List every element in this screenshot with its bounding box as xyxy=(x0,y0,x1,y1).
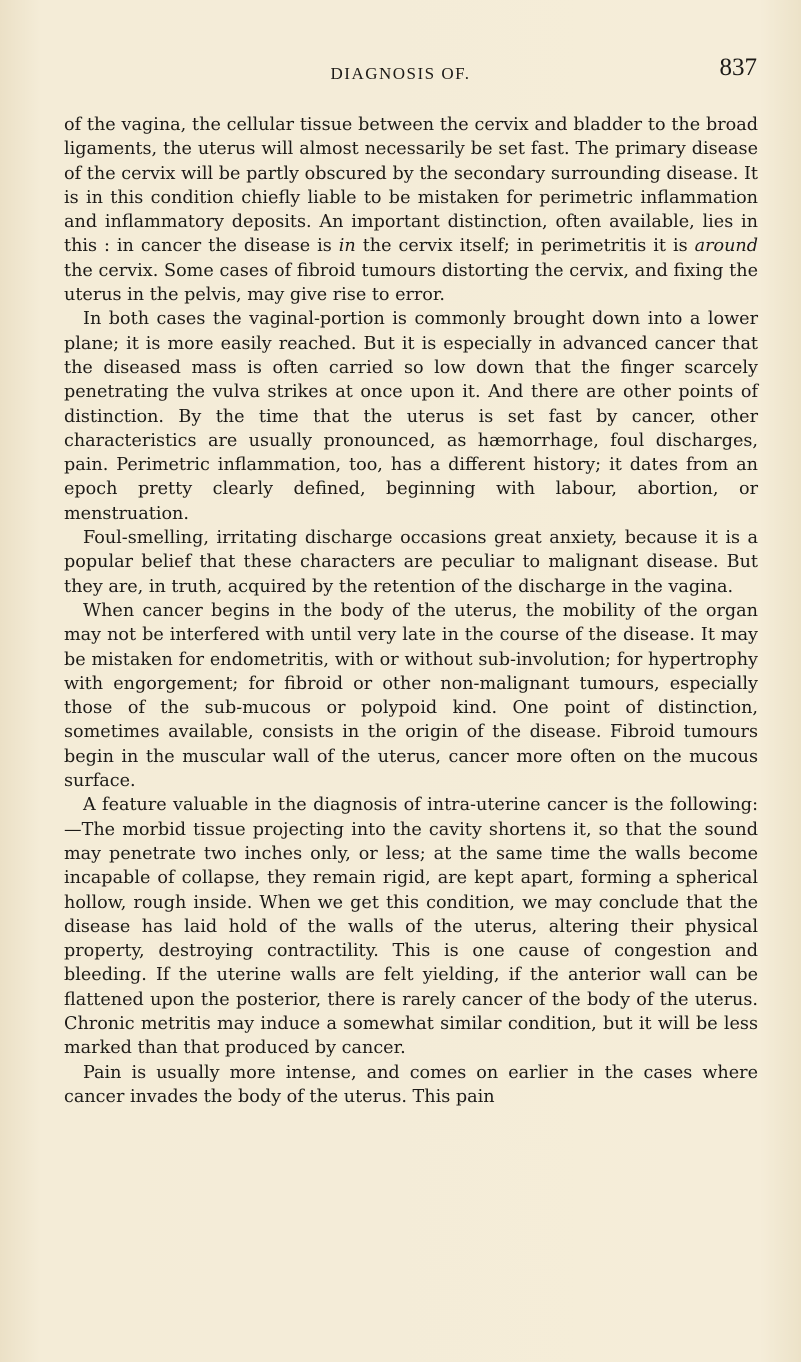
running-title: DIAGNOSIS OF. xyxy=(330,64,471,83)
paragraph-6: Pain is usually more intense, and comes on earlier in the cases where cancer invades the body of the uterus. This pain xyxy=(64,1062,758,1107)
paragraph-1 xyxy=(64,113,758,307)
paragraph-1-segment-3: the cervix itself; in perimetritis it is xyxy=(355,236,695,257)
paragraph-1-segment-5: the cervix. Some cases of fibroid tumours distorting the cervix, and fixing the uterus in the pelvis, may give rise to error. xyxy=(64,260,758,306)
body-text xyxy=(64,113,758,1109)
paragraph-2: In both cases the vaginal-portion is commonly brought down into a lower plane; it is more easily reached. But it is especially in advanced cancer that the diseased mass is often carried so low down that the finger scarcely penetrating the vulva strikes at once upon it. And there are other points of distinction. By the time that the uterus is set fast by cancer, other characteristics are usually pronounced, as hæmorrhage, foul discharges, pain. Perimetric inflammation, too, has a different history; it dates from an epoch pretty clearly defined, beginning with labour, abortion, or menstruation. xyxy=(64,309,758,524)
paragraph-1-segment-1: of the vagina, the cellular tissue between the cervix and bladder to the broad ligaments, the uterus will almost necessarily be set fast. The primary disease of the cervix will be partly obscured by the secondary surrounding disease. It is in this condition chiefly liable to be mistaken for perimetric inflammation and inflammatory deposits. An important distinction, often available, lies in this : in cancer the disease is xyxy=(64,115,758,257)
paragraph-5: A feature valuable in the diagnosis of intra-uterine cancer is the following:—The morbid tissue projecting into the cavity shortens it, so that the sound may penetrate two inches only, or less; at the same time the walls become incapable of collapse, they remain rigid, are kept apart, forming a spherical hollow, rough inside. When we get this condition, we may conclude that the disease has laid hold of the walls of the uterus, altering their physical property, destroying contractility. This is one cause of congestion and bleeding. If the uterine walls are felt yielding, if the anterior wall can be flattened upon the posterior, there is rarely cancer of the body of the uterus. Chronic metritis may induce a somewhat similar condition, but it will be less marked than that produced by cancer. xyxy=(64,795,758,1059)
emphasis-around: around xyxy=(694,236,758,257)
paragraph-3: Foul-smelling, irritating discharge occasions great anxiety, because it is a popular belief that these characters are peculiar to malignant disease. But they are, in truth, acquired by the retention of the discharge in the vagina. xyxy=(64,528,758,597)
page-number: 837 xyxy=(719,54,757,81)
paragraph-4: When cancer begins in the body of the uterus, the mobility of the organ may not be interfered with until very late in the course of the disease. It may be mistaken for endometritis, with or without sub-involution; for hypertrophy with engorgement; for fibroid or other non-malignant tumours, especially those of the sub-mucous or polypoid kind. One point of distinction, sometimes available, consists in the origin of the disease. Fibroid tumours begin in the muscular wall of the uterus, cancer more often on the mucous surface. xyxy=(64,600,758,792)
emphasis-in: in xyxy=(338,236,356,257)
